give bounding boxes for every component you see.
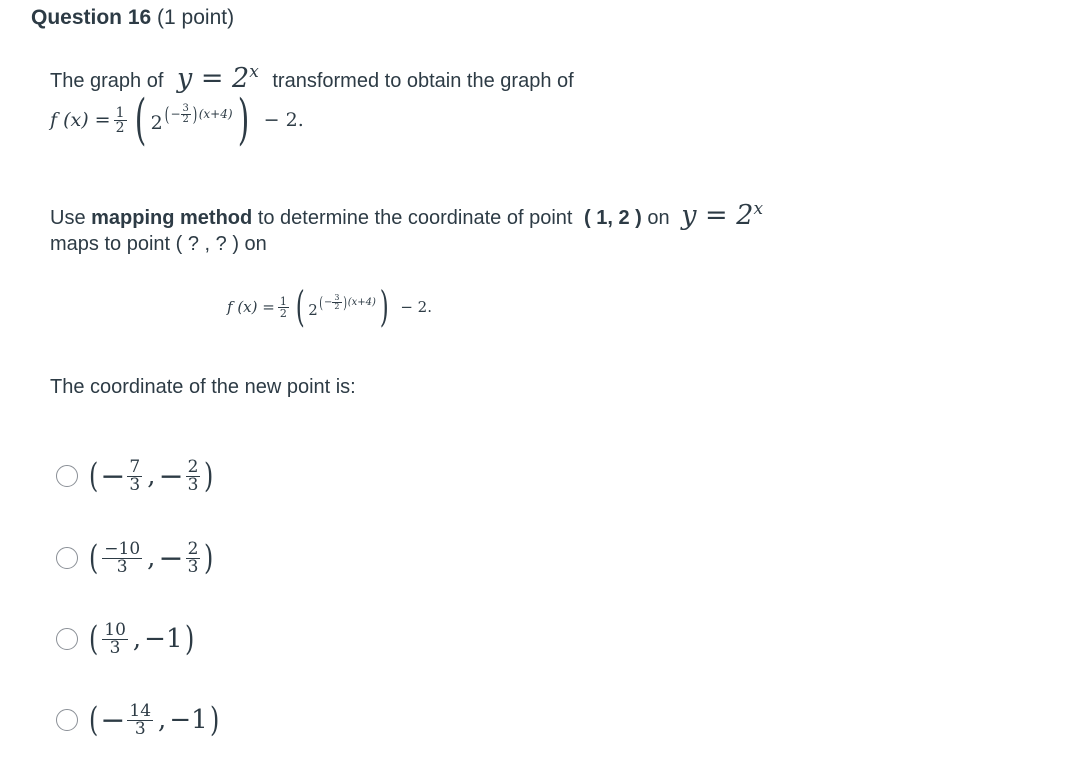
answer-option-a[interactable] bbox=[56, 456, 216, 496]
intro-line bbox=[50, 62, 574, 94]
option-c-label: ( $\frac{10}{3}$ , −1 ) bbox=[88, 619, 194, 659]
answer-prompt: The coordinate of the new point is: bbox=[50, 376, 356, 398]
instruction-line-1: Use mapping method to determine the coordinate of point ( 1, 2 ) on $y = 2^x$ bbox=[50, 199, 764, 231]
coef-fraction: $\frac{1}{2}$ bbox=[115, 104, 125, 136]
radio-button[interactable] bbox=[56, 709, 78, 731]
transformed-function-small: f (x) = $\frac{1}{2}$ ( 2 ( − $\frac{3}{2}$ ) (x+4) ) − 2. bbox=[227, 282, 432, 331]
radio-button[interactable] bbox=[56, 465, 78, 487]
radio-button[interactable] bbox=[56, 547, 78, 569]
exponent: ( − $\frac{3}{2}$ ) (x+4) bbox=[164, 102, 233, 126]
answer-option-b[interactable] bbox=[56, 538, 216, 578]
point-text: ( 1, 2 ) bbox=[584, 207, 642, 229]
option-b-label: ( $\frac{-10}{3}$ , − $\frac{2}{3}$ ) bbox=[88, 538, 214, 578]
mapping-method-text: mapping method bbox=[91, 207, 253, 229]
question-number: Question 16 bbox=[31, 6, 152, 29]
base-function-2: $y = 2^x$ bbox=[681, 199, 764, 231]
radio-button[interactable] bbox=[56, 628, 78, 650]
question-points: (1 point) bbox=[157, 6, 235, 29]
answer-option-d[interactable] bbox=[56, 700, 221, 740]
intro-prefix: The graph of bbox=[50, 70, 164, 92]
instruction-line-2: maps to point ( ? , ? ) on bbox=[50, 233, 267, 255]
option-d-label: ( − $\frac{14}{3}$ , −1 ) bbox=[88, 700, 219, 740]
answer-option-c[interactable] bbox=[56, 619, 196, 659]
transformed-function: f (x) = $\frac{1}{2}$ ( 2 ( − $\frac{3}{2}$ ) (x+4) ) − 2. bbox=[50, 88, 304, 151]
question-header bbox=[31, 6, 234, 30]
intro-suffix: transformed to obtain the graph of bbox=[272, 70, 574, 92]
option-a-label: ( − $\frac{7}{3}$ , − $\frac{2}{3}$ ) bbox=[88, 456, 214, 496]
base-function: $y = 2^x$ bbox=[176, 62, 259, 94]
